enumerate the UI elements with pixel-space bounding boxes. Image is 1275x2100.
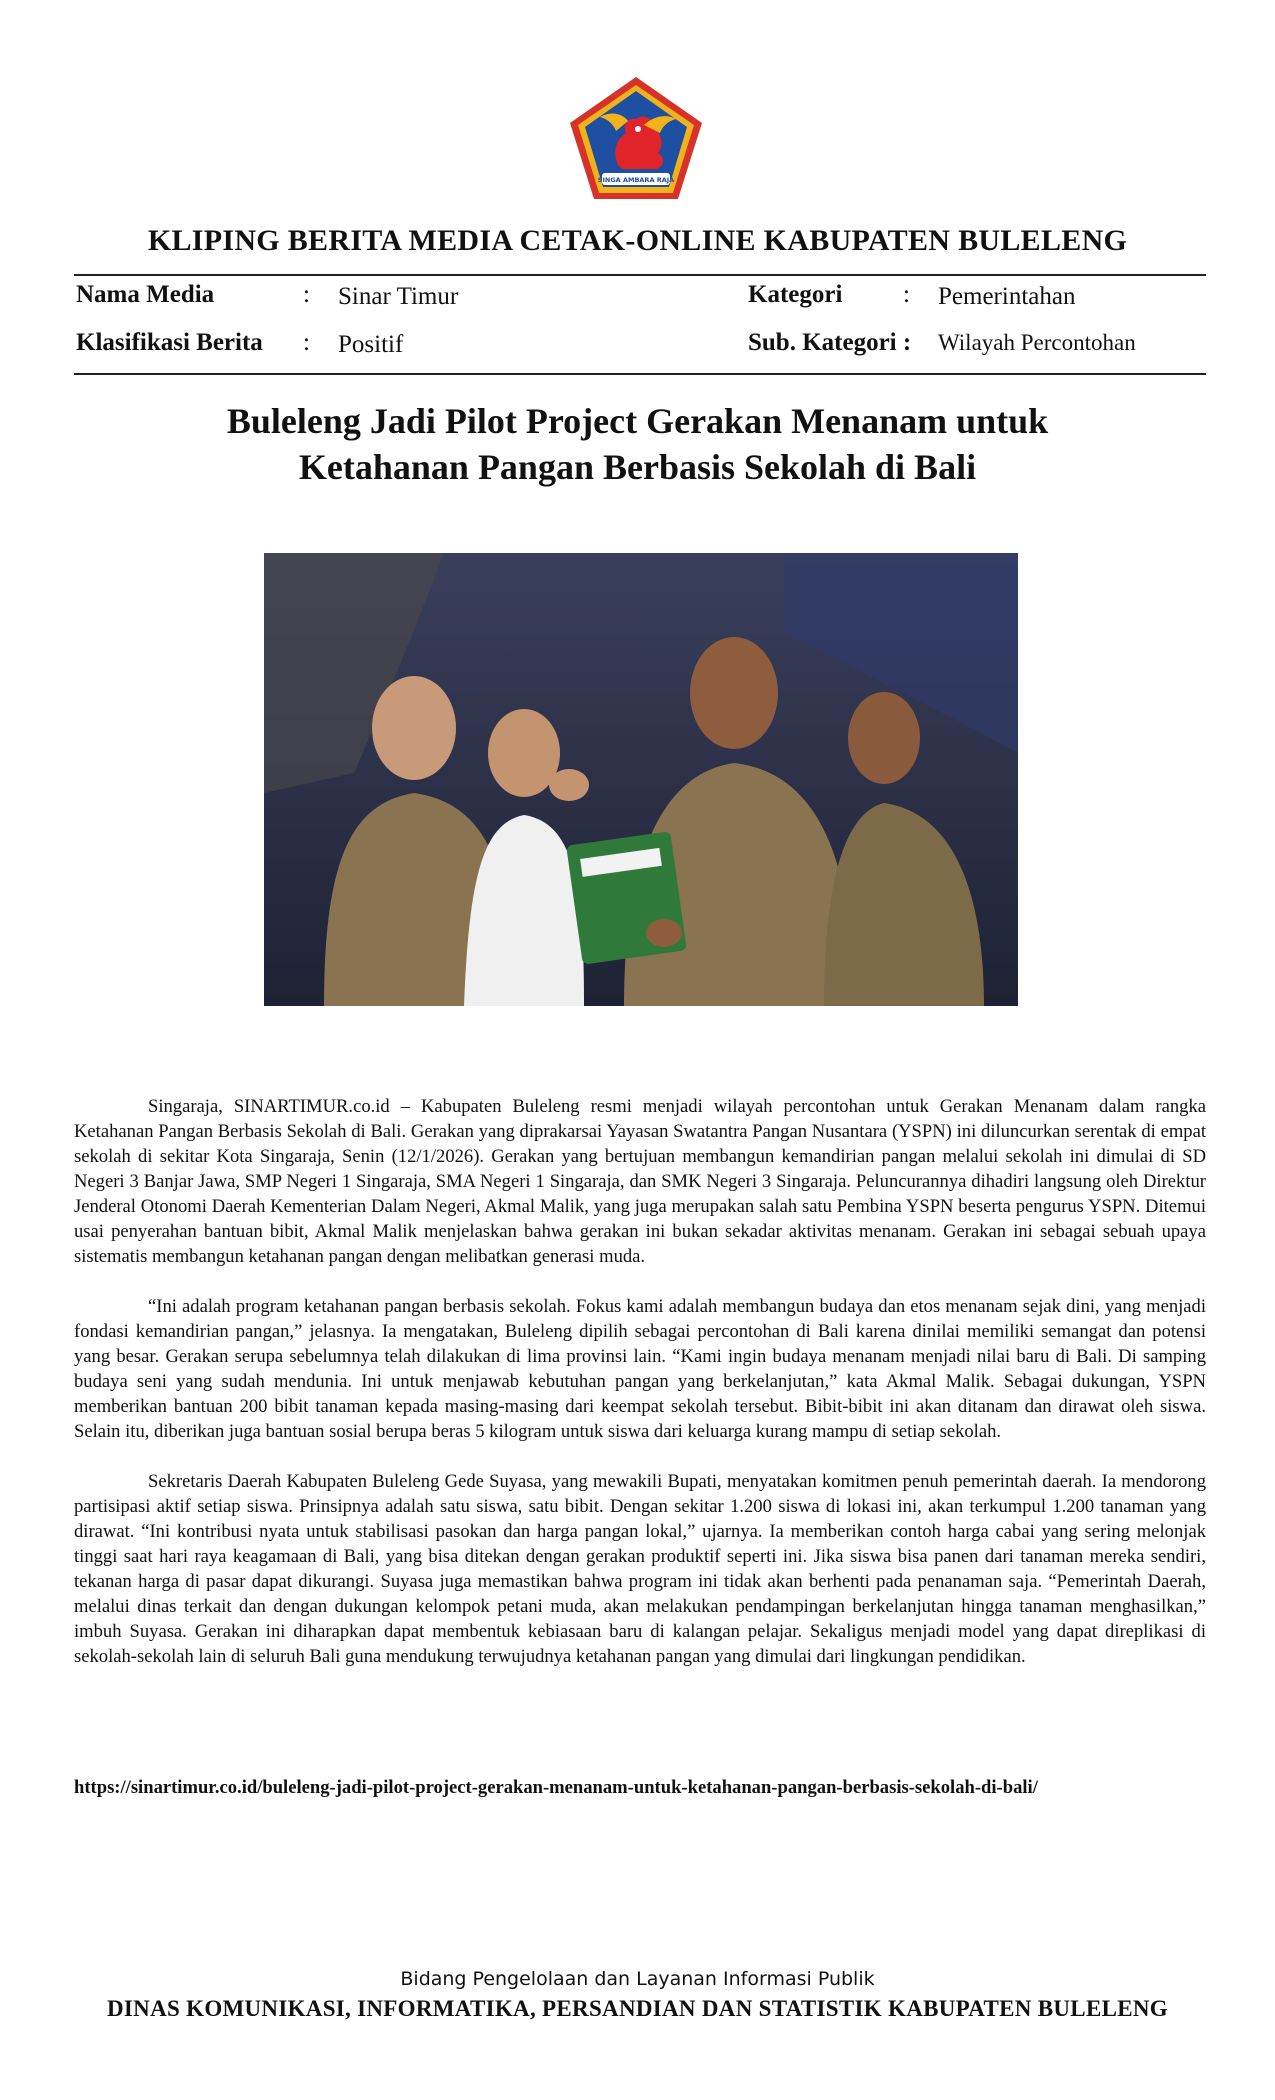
footer-division: Bidang Pengelolaan dan Layanan Informasi Publik	[400, 1968, 875, 1990]
article-paragraph: Sekretaris Daerah Kabupaten Buleleng Gede Suyasa, yang mewakili Bupati, menyatakan komitmen penuh pemerintah daerah. Ia mendorong partisipasi aktif setiap siswa. Prinsipnya adalah satu siswa, satu bibit. Dengan sekitar 1.200 siswa di lokasi ini, akan terkumpul 1.200 tanaman yang dirawat. “Ini kontribusi nyata untuk stabilisasi pasokan dan harga pangan lokal,” ujarnya. Ia memberikan contoh harga cabai yang sering melonjak tinggi saat hari raya keagamaan di Bali, yang bisa ditekan dengan gerakan produktif seperti ini. Jika siswa bisa panen dari tanaman mereka sendiri, tekanan harga di pasar dapat dikurangi. Suyasa juga memastikan bahwa program ini tidak akan berhenti pada penanaman saja. “Pemerintah Daerah, melalui dinas terkait dan dengan dukungan kelompok petani muda, akan melakukan pendampingan berkelanjutan hingga tanaman menghasilkan,” imbuh Suyasa. Gerakan ini diharapkan dapat membentuk kebiasaan baru di kalangan pelajar. Sekaligus menjadi model yang dapat direplikasi di sekolah-sekolah lain di seluruh Bali guna mendukung terwujudnya ketahanan pangan yang dimulai dari lingkungan pendidikan.	[74, 1471, 1206, 1667]
article-photo	[264, 553, 1018, 1006]
media-colon: :	[303, 281, 310, 308]
buleleng-emblem	[566, 73, 706, 203]
article-headline	[140, 398, 1135, 490]
kategori-label: Kategori	[748, 281, 843, 308]
media-label: Nama Media	[76, 281, 215, 308]
klasifikasi-value: Positif	[338, 331, 404, 358]
klasifikasi-colon: :	[303, 329, 310, 356]
article-paragraph: “Ini adalah program ketahanan pangan berbasis sekolah. Fokus kami adalah membangun budaya dan etos menanam sejak dini, yang menjadi fondasi kemandirian pangan,” jelasnya. Ia mengatakan, Buleleng dipilih sebagai percontohan di Bali karena dinilai memiliki semangat dan potensi yang besar. Gerakan serupa sebelumnya telah dilakukan di lima provinsi lain. “Kami ingin budaya menanam menjadi nilai baru di Bali. Di samping budaya seni yang sudah mendunia. Ini untuk menjawab kebutuhan pangan yang berkelanjutan,” kata Akmal Malik. Sebagai dukungan, YSPN memberikan bantuan 200 bibit tanaman kepada masing-masing dari keempat sekolah tersebut. Bibit-bibit ini akan ditanam dan dirawat oleh siswa. Selain itu, diberikan juga bantuan sosial berupa beras 5 kilogram untuk siswa dari keluarga kurang mampu di setiap sekolah.	[74, 1296, 1206, 1442]
emblem-icon	[566, 73, 706, 203]
kategori-value: Pemerintahan	[938, 283, 1076, 310]
article-body	[74, 1094, 1206, 1694]
source-url[interactable]: https://sinartimur.co.id/buleleng-jadi-pilot-project-gerakan-menanam-untuk-ketahanan-pangan-berbasis-sekolah-di-bali/	[74, 1777, 1038, 1798]
emblem-motto: SINGA AMBARA RAJA	[597, 176, 675, 184]
article-paragraph: Singaraja, SINARTIMUR.co.id – Kabupaten Buleleng resmi menjadi wilayah percontohan untuk Gerakan Menanam dalam rangka Ketahanan Pangan Berbasis Sekolah di Bali. Gerakan yang diprakarsai Yayasan Swatantra Pangan Nusantara (YSPN) ini diluncurkan serentak di empat sekolah di sekitar Kota Singaraja, Senin (12/1/2026). Gerakan yang bertujuan membangun kemandirian pangan melalui sekolah ini dimulai di SD Negeri 3 Banjar Jawa, SMP Negeri 1 Singaraja, SMA Negeri 1 Singaraja, dan SMK Negeri 3 Singaraja. Peluncurannya dihadiri langsung oleh Direktur Jenderal Otonomi Daerah Kementerian Dalam Negeri, Akmal Malik, yang juga merupakan salah satu Pembina YSPN beserta pengurus YSPN. Ditemui usai penyerahan bantuan bibit, Akmal Malik menjelaskan bahwa gerakan ini bukan sekadar aktivitas menanam. Gerakan ini sebagai sebuah upaya sistematis membangun ketahanan pangan dengan melibatkan generasi muda.	[74, 1096, 1206, 1267]
top-divider	[74, 274, 1206, 276]
media-value: Sinar Timur	[338, 283, 459, 310]
subkategori-value: Wilayah Percontohan	[938, 330, 1136, 355]
photo-illustration	[264, 553, 1018, 1006]
subkategori-label: Sub. Kategori :	[748, 329, 912, 356]
footer-agency: DINAS KOMUNIKASI, INFORMATIKA, PERSANDIAN DAN STATISTIK KABUPATEN BULELENG	[107, 1996, 1168, 2021]
kategori-colon: :	[903, 281, 910, 308]
meta-divider	[74, 373, 1206, 375]
document-title: KLIPING BERITA MEDIA CETAK-ONLINE KABUPATEN BULELENG	[147, 224, 1128, 257]
klasifikasi-label: Klasifikasi Berita	[76, 329, 263, 356]
headline-line-2: Ketahanan Pangan Berbasis Sekolah di Bali	[298, 447, 977, 487]
headline-line-1: Buleleng Jadi Pilot Project Gerakan Menanam untuk	[226, 401, 1049, 441]
